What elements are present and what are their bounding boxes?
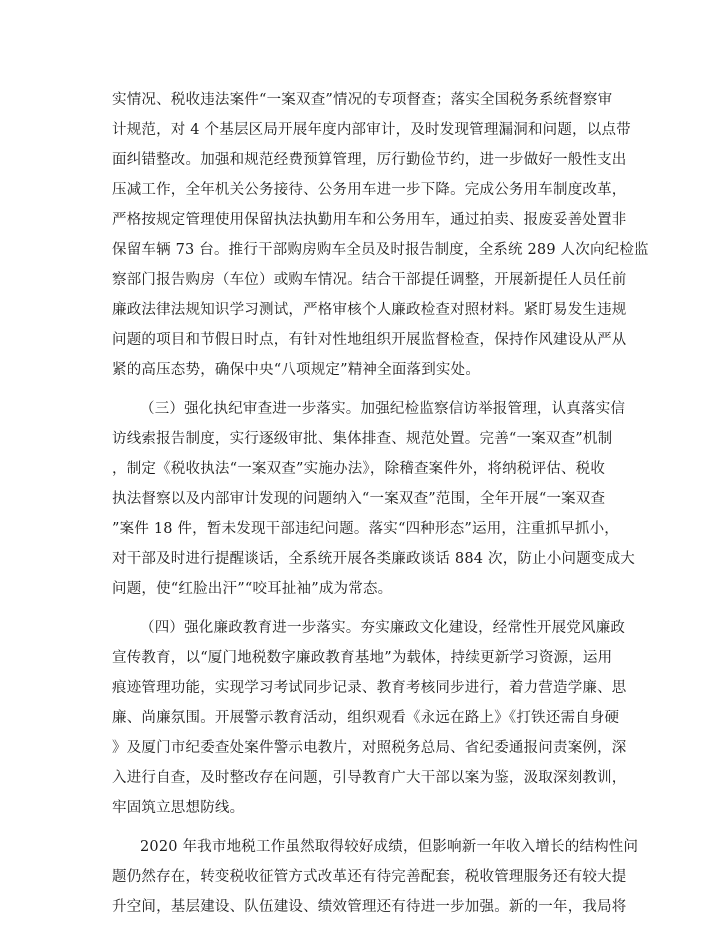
paragraph-start-line: 2020 年我市地税工作虽然取得较好成绩，但影响新一年收入增长的结构性问 [140,839,639,855]
text-line: 察部门报告购房（车位）或购车情况。结合干部提任调整，开展新提任人员任前 [112,272,627,288]
text-line: 升空间，基层建设、队伍建设、绩效管理还有待进一步加强。新的一年，我局将 [112,899,627,915]
text-line: 题仍然存在，转变税收征管方式改革还有待完善配套，税收管理服务还有较大提 [112,869,627,885]
text-line: 问题的项目和节假日时点，有针对性地组织开展监督检查，保持作风建设从严从 [112,332,627,348]
text-line: 痕迹管理功能，实现学习考试同步记录、教育考核同步进行，着力营造学廉、思 [112,680,627,696]
text-line: ”案件 18 件，暂未发现干部违纪问题。落实“四种形态”运用，注重抓早抓小， [112,521,620,537]
paragraph-heading-line: （三）强化执纪审查进一步落实。加强纪检监察信访举报管理，认真落实信 [140,401,626,417]
text-line: 对干部及时进行提醒谈话，全系统开展各类廉政谈话 884 次，防止小问题变成大 [112,551,635,567]
text-line: 廉、尚廉氛围。开展警示教育活动，组织观看《永远在路上》《打铁还需自身硬 [112,710,620,726]
text-line: 执法督察以及内部审计发现的问题纳入“一案双查”范围，全年开展“一案双查 [112,491,606,507]
text-line: 》及厦门市纪委查处案件警示电教片，对照税务总局、省纪委通报问责案例，深 [112,740,627,756]
text-line: 压减工作，全年机关公务接待、公务用车进一步下降。完成公务用车制度改革， [112,182,627,198]
text-line: 廉政法律法规知识学习测试，严格审核个人廉政检查对照材料。紧盯易发生违规 [112,302,627,318]
text-line: 访线索报告制度，实行逐级审批、集体排查、规范处置。完善“一案双查”机制 [112,431,613,447]
text-line: ，制定《税收执法“一案双查”实施办法》，除稽查案件外，将纳税评估、税收 [112,461,606,477]
text-line: 紧的高压态势，确保中央“八项规定”精神全面落到实处。 [112,362,481,378]
text-line: 牢固筑立思想防线。 [112,800,245,816]
text-line: 入进行自查，及时整改存在问题，引导教育广大干部以案为鉴，汲取深刻教训， [112,770,627,786]
text-line: 计规范，对 4 个基层区局开展年度内部审计，及时发现管理漏洞和问题，以点带 [112,122,631,138]
text-line: 宣传教育，以“厦门地税数字廉政教育基地”为载体，持续更新学习资源，运用 [112,650,613,666]
text-line: 面纠错整改。加强和规范经费预算管理，厉行勤俭节约，进一步做好一般性支出 [112,152,627,168]
text-line: 严格按规定管理使用保留执法执勤用车和公务用车，通过拍卖、报废妥善处置非 [112,212,627,228]
paragraph-heading-line: （四）强化廉政教育进一步落实。夯实廉政文化建设，经常性开展党风廉政 [140,620,626,636]
text-line: 问题，使“红脸出汗”“咬耳扯袖”成为常态。 [112,581,393,597]
text-line: 保留车辆 73 台。推行干部购房购车全员及时报告制度，全系统 289 人次向纪检监 [112,242,649,258]
text-line: 实情况、税收违法案件“一案双查”情况的专项督查；落实全国税务系统督察审 [112,92,613,108]
